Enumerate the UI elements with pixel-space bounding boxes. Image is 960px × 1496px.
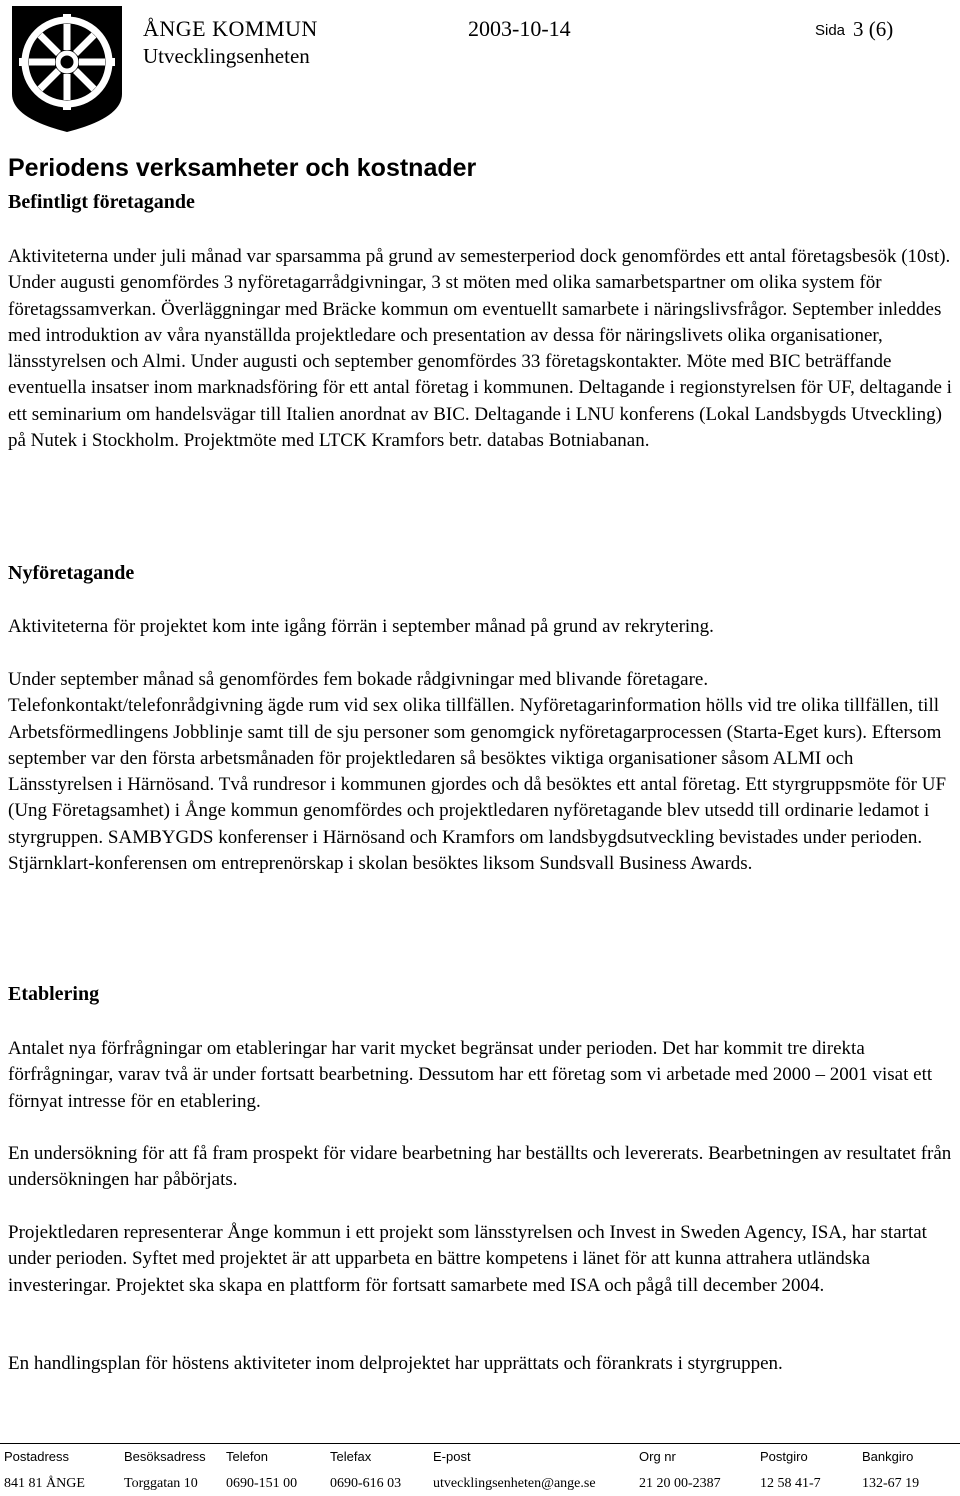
footer-value-orgnr: 21 20 00-2387 <box>639 1476 721 1491</box>
section-heading-befintligt: Befintligt företagande <box>8 191 195 213</box>
kommun-logo <box>8 2 126 134</box>
footer-label-telefon: Telefon <box>226 1449 268 1464</box>
footer-value-telefax: 0690-616 03 <box>330 1476 402 1491</box>
paragraph-etablering-3: Projektledaren representerar Ånge kommun i ett projekt som länsstyrelsen och Invest in Sweden Agency, ISA, har startat under perioden. Syftet med projektet är att upparbeta en bättre kompetens i länet för att kunna attrahera utländska investeringar. Projektet ska skapa en plattform för fortsatt samarbete med ISA och pågå till december 2004. <box>8 1222 927 1296</box>
footer-value-postadress: 841 81 ÅNGE <box>4 1476 85 1491</box>
organization-name: ÅNGE KOMMUN <box>143 16 318 41</box>
footer-label-bankgiro: Bankgiro <box>862 1449 914 1464</box>
document-date: 2003-10-14 <box>468 16 571 41</box>
page-number: 3 (6) <box>853 17 894 41</box>
paragraph-nyforetagande-intro: Aktiviteterna för projektet kom inte igång förrän i september månad på grund av rekrytering. <box>8 616 714 637</box>
footer-label-besoksadress: Besöksadress <box>124 1449 206 1464</box>
paragraph-etablering-4: En handlingsplan för höstens aktiviteter inom delprojektet har upprättats och förankrats i styrgruppen. <box>8 1353 783 1374</box>
paragraph-etablering-2: En undersökning för att få fram prospekt för vidare bearbetning har beställts och levererats. Bearbetningen av resultatet från undersökningen har påbörjats. <box>8 1143 952 1191</box>
footer-value-postgiro: 12 58 41-7 <box>760 1476 821 1491</box>
footer-label-orgnr: Org nr <box>639 1449 676 1464</box>
main-heading: Periodens verksamheter och kostnader <box>8 154 477 182</box>
footer-label-epost: E-post <box>433 1449 471 1464</box>
footer-value-besoksadress: Torggatan 10 <box>124 1476 198 1491</box>
footer-divider <box>0 1443 960 1444</box>
wheel-shield-icon <box>8 2 126 134</box>
section-heading-nyforetagande: Nyföretagande <box>8 562 135 584</box>
section-heading-etablering: Etablering <box>8 983 100 1005</box>
footer-value-telefon: 0690-151 00 <box>226 1476 298 1491</box>
footer-value-bankgiro: 132-67 19 <box>862 1476 920 1491</box>
footer-label-telefax: Telefax <box>330 1449 372 1464</box>
footer-value-epost[interactable]: utvecklingsenheten@ange.se <box>433 1476 596 1491</box>
page-label: Sida <box>815 22 846 39</box>
footer-label-postgiro: Postgiro <box>760 1449 808 1464</box>
paragraph-befintligt: Aktiviteterna under juli månad var sparsamma på grund av semesterperiod dock genomfördes ett antal företagsbesök (10st). Under augusti genomfördes 3 nyföretagarrådgivningar, 3 st möten med olika samarbetspartner om olika system för företagssamverkan. Överläggningar med Bräcke kommun om eventuellt samarbete i näringslivsfrågor. September inleddes med introduktion av våra nyanställda projektledare och presentation av dessa för näringslivets olika organisationer, länsstyrelsen och Almi. Under augusti och september genomfördes 33 företagskontakter. Möte med BIC beträffande eventuella insatser inom marknadsföring för ett antal företag i kommunen. Deltagande i regionstyrelsen för UF, deltagande i ett seminarium om handelsvägar till Italien anordnat av BIC. Deltagande i LNU konferens (Lokal Landsbygds Utveckling) på Nutek i Stockholm. Projektmöte med LTCK Kramfors betr. databas Botniabanan. <box>8 246 952 452</box>
footer-label-postadress: Postadress <box>4 1449 70 1464</box>
paragraph-etablering-1: Antalet nya förfrågningar om etableringar har varit mycket begränsat under perioden. Det har kommit tre direkta förfrågningar, varav två är under fortsatt bearbetning. Dessutom har ett företag som vi arbetade med 2000 – 2001 visat ett förnyat intresse för en etablering. <box>8 1038 933 1112</box>
paragraph-nyforetagande-details: Under september månad så genomfördes fem bokade rådgivningar med blivande företagare. Telefonkontakt/telefonrådgivning ägde rum vid sex olika tillfällen. Nyföretagarinformation hölls vid tre olika tillfällen, till Arbetsförmedlingens Jobblinje samt till de sju personer som genomgick nyföretagarprocessen (Starta-Eget kurs). Eftersom september var den första arbetsmånaden för projektledaren så besöktes viktiga organisationer såsom ALMI och Länsstyrelsen i Härnösand. Två rundresor i kommunen gjordes och då besöktes ett antal företag. Ett styrgruppsmöte för UF (Ung Företagsamhet) i Ånge kommun genomfördes och projektledaren nyföretagande blev utsedd till ordinarie ledamot i styrgruppen. SAMBYGDS konferenser i Härnösand och Kramfors om landsbygdsutveckling bevistades under perioden. Stjärnklart-konferensen om entreprenörskap i skolan besöktes liksom Sundsvall Business Awards. <box>8 669 947 875</box>
department-name: Utvecklingsenheten <box>143 44 310 68</box>
